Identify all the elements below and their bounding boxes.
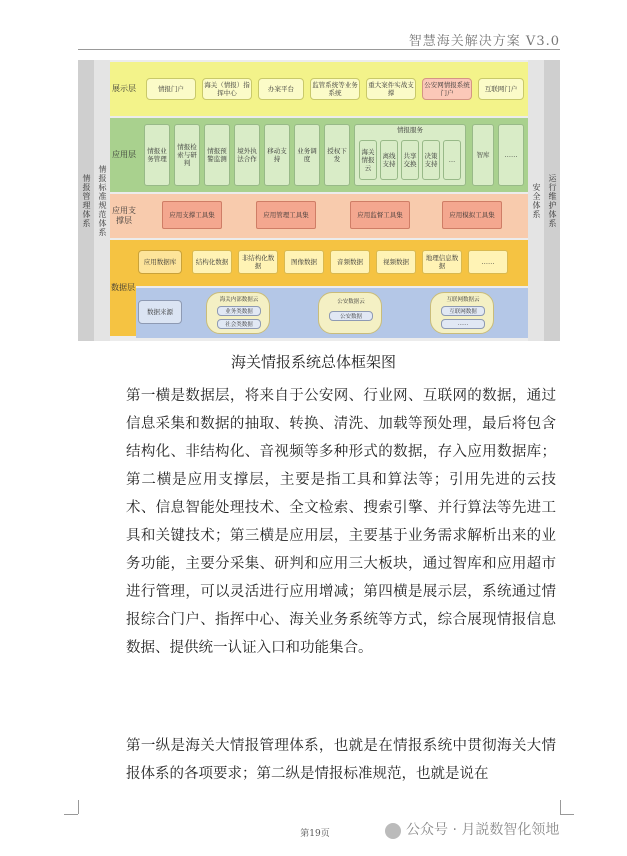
data-cloud-item: 公安数据	[329, 311, 373, 321]
support-layer-label: 应用支撑层	[112, 206, 136, 225]
service-item: 决策支持	[422, 140, 440, 180]
presentation-item: 监管系统等业务系统	[310, 78, 360, 100]
data-cloud-title: 公安数据云	[337, 298, 365, 305]
header-rule	[78, 49, 560, 50]
data-source-label: 数据来源	[138, 300, 182, 324]
presentation-item: 办案平台	[258, 78, 304, 100]
library-item: 智库	[472, 124, 494, 186]
data-cloud	[318, 292, 382, 334]
right-column-security: 安全体系	[528, 60, 544, 341]
watermark-text: 公众号 · 月説数智化领地	[406, 822, 560, 838]
data-cloud-item: 社会类数据	[217, 319, 261, 329]
data-layer-label: 数据层	[111, 283, 135, 293]
data-cloud-title: 海关内部数据云	[219, 296, 259, 303]
right-column-ops: 运行维护体系	[544, 60, 560, 341]
service-item: 离线支持	[380, 140, 398, 180]
support-item: 应用监督工具集	[350, 201, 410, 229]
data-cloud-title: 互联网数据云	[446, 296, 480, 303]
data-cloud-item: ……	[441, 319, 485, 329]
application-item: 情报检索与研判	[174, 124, 200, 186]
corner-mark	[560, 814, 574, 815]
data-type-item: 音频数据	[330, 250, 370, 274]
data-type-item: 非结构化数据	[238, 250, 278, 274]
application-item: 境外执法合作	[234, 124, 260, 186]
data-type-item: ……	[468, 250, 508, 274]
data-cloud	[206, 292, 270, 334]
figure-caption: 海关情报系统总体框架图	[230, 353, 396, 371]
data-cloud-item: 互联网数据	[441, 306, 485, 316]
service-item: 海关情报云	[359, 140, 377, 180]
presentation-item: 公安网情报系统门户	[422, 78, 472, 100]
application-more-item: ……	[498, 124, 524, 186]
data-type-item: 图像数据	[284, 250, 324, 274]
application-layer-label: 应用层	[112, 150, 136, 160]
page-number: 第19页	[300, 829, 330, 839]
data-cloud	[430, 292, 494, 334]
presentation-item: 重大案件实战支撑	[366, 78, 416, 100]
document-header-title: 智慧海关解决方案 V3.0	[408, 34, 560, 49]
presentation-item: 互联网门户	[478, 78, 524, 100]
left-column-management: 情报管理体系	[78, 60, 94, 341]
corner-mark	[560, 800, 561, 814]
data-type-item: 结构化数据	[192, 250, 232, 274]
data-type-item: 地理信息数据	[422, 250, 462, 274]
support-item: 应用模拟工具集	[442, 201, 502, 229]
data-cloud-item: 业务类数据	[217, 306, 261, 316]
app-database-label: 应用数据库	[138, 250, 182, 274]
service-item: …	[443, 140, 461, 180]
body-paragraph: 第一横是数据层，将来自于公安网、行业网、互联网的数据，通过信息采集和数据的抽取、转换、清洗、加载等预处理，最后将包含结构化、非结构化、音视频等多种形式的数据，存入应用数据库；第二横是应用支撑层，主要是指工具和算法等；引用先进的云技术、信息智能处理技术、全文检索、搜索引擎、并行算法等先进工具和关键技术；第三横是应用层，主要基于业务需求解析出来的业务功能，主要分采集、研判和应用三大板块，通过智库和应用超市进行管理，可以灵活进行应用增减；第四横是展示层，系统通过情报综合门户、指挥中心、海关业务系统等方式，综合展现情报信息数据、提供统一认证入口和功能集合。	[126, 388, 556, 656]
body-paragraph: 第一纵是海关大情报管理体系，也就是在情报系统中贯彻海关大情报体系的各项要求；第二纵是情报标准规范，也就是说在	[126, 738, 556, 782]
presentation-item: 海关（情报）指挥中心	[202, 78, 252, 100]
application-item: 情报业务管理	[144, 124, 170, 186]
intelligence-service-title: 情报服务	[397, 126, 423, 135]
corner-mark	[78, 800, 79, 814]
data-type-item: 视频数据	[376, 250, 416, 274]
left-column-standards: 情报标准规范体系	[94, 60, 110, 341]
application-item: 移动支持	[264, 124, 290, 186]
corner-mark	[64, 814, 78, 815]
application-item: 情报预警监测	[204, 124, 230, 186]
support-item: 应用支撑工具集	[162, 201, 222, 229]
support-item: 应用管理工具集	[256, 201, 316, 229]
presentation-item: 情报门户	[146, 78, 196, 100]
architecture-diagram	[78, 60, 560, 341]
application-item: 业务调度	[294, 124, 320, 186]
wechat-icon	[385, 823, 401, 839]
application-item: 授权下发	[324, 124, 350, 186]
service-item: 共享交换	[401, 140, 419, 180]
presentation-layer-label: 展示层	[112, 84, 136, 94]
